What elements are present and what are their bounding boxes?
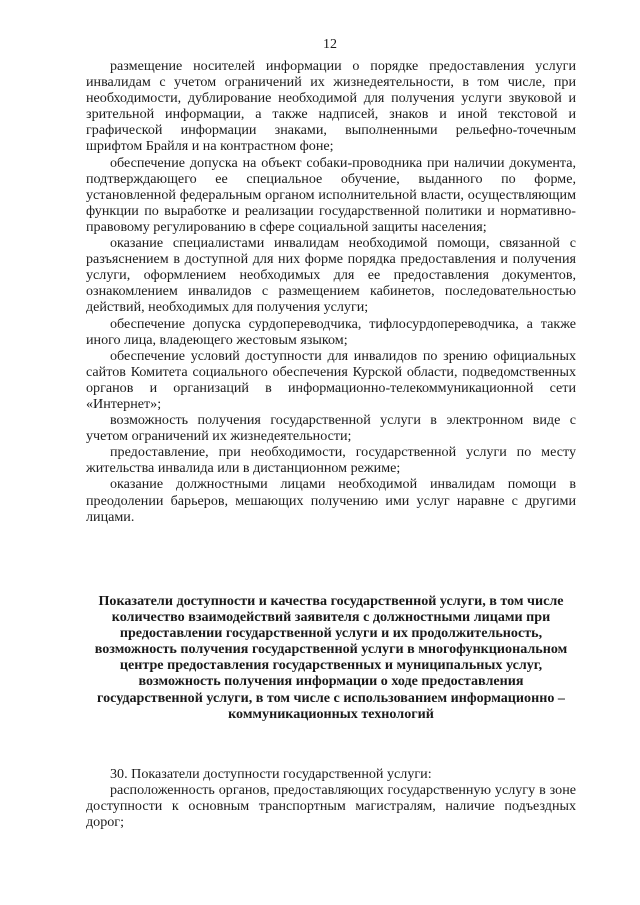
paragraph-home-remote-service: предоставление, при необходимости, государственной услуги по месту жительства инвалида или в дистанционном режиме; xyxy=(86,444,576,477)
paragraph-guide-dog: обеспечение допуска на объект собаки-проводника при наличии документа, подтверждающего ее специальное обучение, выданного по форме, установленной федеральным органом исполнительной власти, осуществляющим функции по выработке и реализации государственной политики и нормативно-правовому регулированию в сфере социальной защиты населения; xyxy=(86,154,576,235)
paragraph-sign-language-interpreter: обеспечение допуска сурдопереводчика, тифлосурдопереводчика, а также иного лица, владеющего жестовым языком; xyxy=(86,315,576,348)
section-heading: Показатели доступности и качества государственной услуги, в том числе количество взаимодействий заявителя с должностными лицами при предоставлении государственной услуги и их продолжительность, возможность получения государственной услуги в многофункциональном центре предоставления государственных и муниципальных услуг, возможность получения информации о ходе предоставления государственной услуги, в том числе с использованием информационно – коммуникационных технологий xyxy=(94,593,568,722)
paragraph-transport-access: расположенность органов, предоставляющих государственную услугу в зоне доступности к основным транспортным магистралям, наличие подъездных дорог; xyxy=(86,782,576,831)
body-text-bottom xyxy=(86,766,576,830)
body-text-top xyxy=(86,58,576,525)
paragraph-item-30: 30. Показатели доступности государственной услуги: xyxy=(110,766,432,782)
paragraph-specialist-assistance: оказание специалистами инвалидам необходимой помощи, связанной с разъяснением в доступной для них форме порядка предоставления и получения услуги, оформлением необходимых для ее предоставления документов, ознакомлением инвалидов с размещением кабинетов, последовательностью действий, необходимых для получения услуги; xyxy=(86,235,576,316)
paragraph-electronic-service: возможность получения государственной услуги в электронном виде с учетом ограничений их жизнедеятельности; xyxy=(86,412,576,445)
paragraph-signage-braille: размещение носителей информации о порядке предоставления услуги инвалидам с учетом ограничений их жизнедеятельности, в том числе, при необходимости, дублирование необходимой для получения услуги звуковой и зрительной информации, а также надписей, знаков и иной текстовой и графической информации знаками, выполненными рельефно-точечным шрифтом Брайля и на контрастном фоне; xyxy=(86,58,576,155)
page-number: 12 xyxy=(323,37,337,52)
paragraph-barrier-assistance: оказание должностными лицами необходимой инвалидам помощи в преодолении барьеров, мешающих получению ими услуг наравне с другими лицами. xyxy=(86,476,576,525)
paragraph-website-accessibility: обеспечение условий доступности для инвалидов по зрению официальных сайтов Комитета социального обеспечения Курской области, подведомственных органов и организаций в информационно-телекоммуникационной сети «Интернет»; xyxy=(86,347,576,412)
